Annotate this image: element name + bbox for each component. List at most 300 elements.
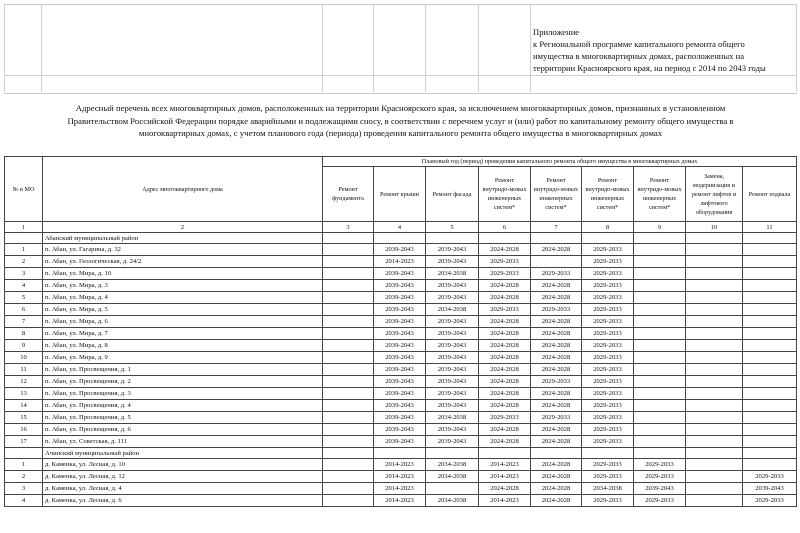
period-cell	[686, 268, 743, 280]
row-address: п. Абан, ул. Мира, д. 5	[43, 304, 323, 316]
period-cell: 2024-2028	[479, 340, 531, 352]
period-cell: 2034-2038	[582, 483, 634, 495]
table-row	[5, 304, 797, 316]
row-address: п. Абан, ул. Мира, д. 8	[43, 340, 323, 352]
period-cell: 2024-2028	[531, 495, 582, 507]
period-cell: 2029-2033	[582, 328, 634, 340]
period-cell	[743, 256, 797, 268]
period-cell	[323, 471, 374, 483]
period-cell: 2024-2028	[531, 292, 582, 304]
period-cell	[634, 436, 686, 448]
period-cell: 2029-2033	[582, 352, 634, 364]
period-cell	[323, 495, 374, 507]
period-cell: 2029-2033	[582, 471, 634, 483]
table-row	[5, 376, 797, 388]
period-cell	[743, 268, 797, 280]
period-cell	[634, 412, 686, 424]
row-address: п. Абан, ул. Мира, д. 10	[43, 268, 323, 280]
period-cell	[686, 388, 743, 400]
period-cell	[743, 388, 797, 400]
table-row	[5, 268, 797, 280]
row-address: п. Абан, ул. Гагарина, д. 32	[43, 244, 323, 256]
row-number: 16	[5, 424, 43, 436]
table-row	[5, 256, 797, 268]
period-cell	[686, 424, 743, 436]
period-cell: 2024-2028	[531, 316, 582, 328]
period-cell: 2029-2033	[582, 424, 634, 436]
period-cell	[743, 376, 797, 388]
period-cell: 2029-2033	[582, 304, 634, 316]
period-cell: 2039-2043	[374, 280, 426, 292]
table-row	[5, 316, 797, 328]
period-cell: 2039-2043	[374, 400, 426, 412]
district-cell	[426, 448, 479, 459]
row-address: п. Абан, ул. Мира, д. 4	[43, 292, 323, 304]
district-cell	[582, 448, 634, 459]
row-number: 9	[5, 340, 43, 352]
col-number: 6	[479, 222, 531, 233]
period-cell: 2039-2043	[374, 424, 426, 436]
period-cell	[686, 352, 743, 364]
col-header-systems-1: Ремонт внутридо-мовых инженерных систем*	[479, 167, 531, 222]
period-cell: 2014-2023	[479, 459, 531, 471]
period-cell	[686, 471, 743, 483]
period-cell: 2039-2043	[426, 316, 479, 328]
period-cell: 2024-2028	[531, 364, 582, 376]
period-cell: 2034-2038	[426, 495, 479, 507]
col-number: 4	[374, 222, 426, 233]
period-cell: 2029-2033	[582, 459, 634, 471]
col-header-address: Адрес многоквартирного дома	[43, 157, 323, 222]
col-number: 2	[43, 222, 323, 233]
appendix-line: к Региональной программе капитального ремонта общего	[533, 39, 745, 49]
period-cell: 2029-2033	[582, 268, 634, 280]
table-row	[5, 459, 797, 471]
period-cell	[686, 244, 743, 256]
address-register-table	[4, 156, 797, 507]
period-cell	[426, 483, 479, 495]
row-number: 13	[5, 388, 43, 400]
row-number: 11	[5, 364, 43, 376]
district-cell	[479, 233, 531, 244]
appendix-line: Приложение	[533, 27, 580, 37]
row-address: п. Абан, ул. Просвещения, д. 6	[43, 424, 323, 436]
period-cell	[686, 436, 743, 448]
period-cell	[686, 316, 743, 328]
period-cell: 2039-2043	[426, 280, 479, 292]
row-address: п. Абан, ул. Просвещения, д. 5	[43, 412, 323, 424]
period-cell: 2014-2023	[374, 471, 426, 483]
district-cell	[5, 233, 43, 244]
document-title	[4, 93, 797, 154]
period-cell: 2024-2028	[531, 436, 582, 448]
row-number: 15	[5, 412, 43, 424]
period-cell	[743, 400, 797, 412]
period-cell	[323, 376, 374, 388]
period-cell: 2039-2043	[426, 364, 479, 376]
table-row	[5, 364, 797, 376]
period-cell: 2029-2033	[531, 268, 582, 280]
table-body	[5, 233, 797, 507]
district-cell	[426, 233, 479, 244]
row-address: п. Абан, ул. Просвещения, д. 4	[43, 400, 323, 412]
period-cell	[323, 268, 374, 280]
period-cell	[634, 316, 686, 328]
row-number: 1	[5, 459, 43, 471]
period-cell: 2039-2043	[426, 376, 479, 388]
period-cell: 2029-2033	[582, 495, 634, 507]
period-cell	[686, 459, 743, 471]
row-address: п. Абан, ул. Мира, д. 7	[43, 328, 323, 340]
period-cell: 2024-2028	[531, 280, 582, 292]
table-row	[5, 400, 797, 412]
period-cell: 2039-2043	[426, 400, 479, 412]
row-address: п. Абан, ул. Мира, д. 3	[43, 280, 323, 292]
period-cell: 2024-2028	[479, 316, 531, 328]
district-cell	[374, 233, 426, 244]
period-cell: 2014-2023	[479, 471, 531, 483]
period-cell	[743, 328, 797, 340]
period-cell: 2029-2033	[479, 268, 531, 280]
period-cell: 2024-2028	[479, 424, 531, 436]
period-cell: 2014-2023	[374, 495, 426, 507]
period-cell	[743, 352, 797, 364]
period-cell: 2029-2033	[582, 292, 634, 304]
col-header-roof: Ремонт крыши	[374, 167, 426, 222]
col-number: 3	[323, 222, 374, 233]
row-address: п. Абан, ул. Геологическая, д. 24/2	[43, 256, 323, 268]
period-cell: 2039-2043	[426, 340, 479, 352]
title-line: Правительством Российской Федерации порядке аварийными и подлежащими сносу, в соответствии с перечнем услуг и (или) работ по капитальному ремонту общего имущества в	[67, 115, 734, 126]
period-cell: 2024-2028	[531, 388, 582, 400]
period-cell	[634, 280, 686, 292]
table-row	[5, 328, 797, 340]
period-cell: 2029-2033	[582, 244, 634, 256]
period-cell: 2039-2043	[374, 304, 426, 316]
plan-period-header: Плановый год (период) проведения капитального ремонта общего имущества в многоквартирных домах	[323, 157, 797, 167]
table-row	[5, 495, 797, 507]
appendix-line: имущества в многоквартирных домах, расположенных на	[533, 51, 745, 61]
district-name: Ачинский муниципальный район	[43, 448, 323, 459]
period-cell	[634, 424, 686, 436]
period-cell: 2039-2043	[634, 483, 686, 495]
col-number: 10	[686, 222, 743, 233]
period-cell: 2039-2043	[374, 328, 426, 340]
district-row	[5, 233, 797, 244]
period-cell: 2024-2028	[479, 280, 531, 292]
district-cell	[531, 448, 582, 459]
col-header-basement: Ремонт подвала	[743, 167, 797, 222]
period-cell: 2029-2033	[582, 400, 634, 412]
period-cell	[743, 316, 797, 328]
period-cell: 2029-2033	[634, 471, 686, 483]
district-row	[5, 448, 797, 459]
period-cell: 2039-2043	[374, 412, 426, 424]
row-number: 3	[5, 268, 43, 280]
period-cell: 2024-2028	[479, 244, 531, 256]
period-cell	[743, 364, 797, 376]
period-cell: 2029-2033	[531, 376, 582, 388]
period-cell: 2029-2033	[479, 412, 531, 424]
col-header-facade: Ремонт фасада	[426, 167, 479, 222]
period-cell: 2029-2033	[743, 471, 797, 483]
row-number: 2	[5, 471, 43, 483]
period-cell: 2014-2023	[479, 495, 531, 507]
row-address: п. Абан, ул. Просвещения, д. 1	[43, 364, 323, 376]
period-cell: 2029-2033	[479, 256, 531, 268]
period-cell: 2024-2028	[531, 328, 582, 340]
period-cell	[323, 244, 374, 256]
col-header-foundation: Ремонт фундамента	[323, 167, 374, 222]
period-cell	[743, 424, 797, 436]
row-number: 3	[5, 483, 43, 495]
district-cell	[531, 233, 582, 244]
row-number: 5	[5, 292, 43, 304]
period-cell: 2024-2028	[479, 436, 531, 448]
district-cell	[743, 448, 797, 459]
col-number: 1	[5, 222, 43, 233]
period-cell	[743, 292, 797, 304]
period-cell: 2039-2043	[374, 436, 426, 448]
period-cell: 2024-2028	[531, 244, 582, 256]
period-cell	[743, 340, 797, 352]
district-cell	[323, 448, 374, 459]
table-row	[5, 292, 797, 304]
col-header-elevators: Замена, модернизация и ремонт лифтов и лифтового оборудования	[686, 167, 743, 222]
period-cell: 2024-2028	[531, 424, 582, 436]
period-cell: 2039-2043	[426, 256, 479, 268]
appendix-note	[533, 26, 798, 74]
period-cell: 2029-2033	[582, 280, 634, 292]
period-cell: 2024-2028	[479, 376, 531, 388]
period-cell: 2029-2033	[582, 316, 634, 328]
period-cell	[323, 424, 374, 436]
row-number: 6	[5, 304, 43, 316]
col-number: 5	[426, 222, 479, 233]
period-cell	[323, 328, 374, 340]
period-cell: 2029-2033	[531, 304, 582, 316]
period-cell	[743, 280, 797, 292]
period-cell	[323, 340, 374, 352]
period-cell: 2029-2033	[582, 256, 634, 268]
period-cell	[531, 256, 582, 268]
period-cell: 2034-2038	[426, 304, 479, 316]
row-address: п. Абан, ул. Советская, д. 111	[43, 436, 323, 448]
period-cell: 2029-2033	[634, 495, 686, 507]
period-cell: 2029-2033	[582, 364, 634, 376]
period-cell	[323, 292, 374, 304]
period-cell: 2024-2028	[479, 352, 531, 364]
period-cell: 2029-2033	[479, 304, 531, 316]
period-cell: 2039-2043	[426, 424, 479, 436]
period-cell: 2024-2028	[479, 364, 531, 376]
period-cell	[323, 400, 374, 412]
period-cell	[323, 436, 374, 448]
period-cell	[323, 316, 374, 328]
period-cell: 2039-2043	[426, 352, 479, 364]
period-cell: 2014-2023	[374, 483, 426, 495]
row-number: 2	[5, 256, 43, 268]
row-number: 8	[5, 328, 43, 340]
period-cell	[634, 352, 686, 364]
col-header-systems-4: Ремонт внутридо-мовых инженерных систем*	[634, 167, 686, 222]
period-cell: 2029-2033	[582, 388, 634, 400]
period-cell	[323, 364, 374, 376]
period-cell: 2024-2028	[479, 388, 531, 400]
column-number-row	[5, 222, 797, 233]
period-cell: 2024-2028	[479, 400, 531, 412]
district-cell	[479, 448, 531, 459]
row-number: 10	[5, 352, 43, 364]
period-cell: 2034-2038	[426, 471, 479, 483]
period-cell: 2039-2043	[374, 292, 426, 304]
period-cell	[323, 483, 374, 495]
row-address: п. Абан, ул. Мира, д. 6	[43, 316, 323, 328]
col-number: 7	[531, 222, 582, 233]
col-header-number: № в МО	[5, 157, 43, 222]
period-cell	[686, 280, 743, 292]
period-cell: 2034-2038	[426, 268, 479, 280]
period-cell: 2024-2028	[531, 471, 582, 483]
period-cell: 2039-2043	[426, 244, 479, 256]
row-address: д. Каменка, ул. Лесная, д. 10	[43, 459, 323, 471]
table-row	[5, 388, 797, 400]
period-cell	[634, 328, 686, 340]
table-row	[5, 483, 797, 495]
period-cell	[743, 412, 797, 424]
period-cell	[323, 412, 374, 424]
table-row	[5, 471, 797, 483]
district-cell	[374, 448, 426, 459]
table-row	[5, 412, 797, 424]
district-cell	[323, 233, 374, 244]
period-cell: 2039-2043	[374, 376, 426, 388]
period-cell	[686, 412, 743, 424]
row-address: д. Каменка, ул. Лесная, д. 6	[43, 495, 323, 507]
district-cell	[582, 233, 634, 244]
period-cell: 2029-2033	[634, 459, 686, 471]
period-cell	[323, 352, 374, 364]
col-number: 8	[582, 222, 634, 233]
period-cell: 2029-2033	[582, 436, 634, 448]
row-number: 12	[5, 376, 43, 388]
district-cell	[686, 448, 743, 459]
period-cell	[743, 459, 797, 471]
col-number: 9	[634, 222, 686, 233]
period-cell	[686, 304, 743, 316]
district-name: Абанский муниципальный район	[43, 233, 323, 244]
col-number: 11	[743, 222, 797, 233]
period-cell: 2039-2043	[374, 352, 426, 364]
district-cell	[634, 233, 686, 244]
row-number: 17	[5, 436, 43, 448]
period-cell: 2039-2043	[426, 328, 479, 340]
period-cell: 2039-2043	[426, 292, 479, 304]
period-cell: 2024-2028	[531, 459, 582, 471]
period-cell: 2029-2033	[743, 495, 797, 507]
col-header-systems-2: Ремонт внутридо-мовых инженерных систем*	[531, 167, 582, 222]
table-row	[5, 352, 797, 364]
period-cell	[634, 256, 686, 268]
table-row	[5, 244, 797, 256]
period-cell: 2029-2033	[582, 340, 634, 352]
period-cell	[634, 364, 686, 376]
period-cell	[634, 304, 686, 316]
period-cell: 2024-2028	[531, 340, 582, 352]
period-cell	[634, 244, 686, 256]
period-cell	[686, 328, 743, 340]
period-cell: 2029-2033	[582, 376, 634, 388]
period-cell	[686, 495, 743, 507]
period-cell	[686, 400, 743, 412]
period-cell	[686, 376, 743, 388]
period-cell: 2024-2028	[531, 483, 582, 495]
period-cell: 2024-2028	[479, 328, 531, 340]
period-cell: 2039-2043	[426, 388, 479, 400]
table-row	[5, 280, 797, 292]
period-cell	[686, 340, 743, 352]
period-cell: 2039-2043	[374, 388, 426, 400]
period-cell: 2039-2043	[426, 436, 479, 448]
period-cell: 2024-2028	[479, 483, 531, 495]
period-cell: 2024-2028	[479, 292, 531, 304]
period-cell	[323, 304, 374, 316]
period-cell: 2024-2028	[531, 400, 582, 412]
row-number: 4	[5, 495, 43, 507]
appendix-line: территории Красноярского края, на период с 2014 по 2043 годы	[533, 63, 766, 73]
district-cell	[686, 233, 743, 244]
period-cell	[323, 256, 374, 268]
period-cell: 2029-2033	[582, 412, 634, 424]
period-cell: 2014-2023	[374, 256, 426, 268]
period-cell: 2029-2033	[531, 412, 582, 424]
period-cell: 2039-2043	[743, 483, 797, 495]
title-line: многоквартирных домах, с учетом планового года (периода) проведения капитального ремонта общего имущества в многоквартирных домах	[138, 128, 663, 138]
row-address: п. Абан, ул. Просвещения, д. 2	[43, 376, 323, 388]
table-row	[5, 436, 797, 448]
district-cell	[743, 233, 797, 244]
district-cell	[634, 448, 686, 459]
period-cell: 2014-2023	[374, 459, 426, 471]
period-cell: 2039-2043	[374, 364, 426, 376]
table-row	[5, 340, 797, 352]
title-line: Адресный перечень всех многоквартирных домов, расположенных на территории Красноярского края, за исключением многоквартирных домов, признанных в установленном	[75, 103, 726, 113]
table-row	[5, 424, 797, 436]
period-cell	[686, 256, 743, 268]
period-cell: 2039-2043	[374, 340, 426, 352]
row-number: 7	[5, 316, 43, 328]
period-cell	[686, 483, 743, 495]
row-number: 14	[5, 400, 43, 412]
period-cell	[323, 280, 374, 292]
row-address: д. Каменка, ул. Лесная, д. 4	[43, 483, 323, 495]
period-cell	[743, 304, 797, 316]
period-cell	[743, 436, 797, 448]
period-cell	[686, 364, 743, 376]
period-cell: 2034-2038	[426, 412, 479, 424]
col-header-systems-3: Ремонт внутридо-мовых инженерных систем*	[582, 167, 634, 222]
row-address: п. Абан, ул. Просвещения, д. 3	[43, 388, 323, 400]
period-cell: 2039-2043	[374, 244, 426, 256]
period-cell	[634, 388, 686, 400]
period-cell	[323, 459, 374, 471]
period-cell	[634, 292, 686, 304]
row-number: 1	[5, 244, 43, 256]
period-cell: 2034-2038	[426, 459, 479, 471]
period-cell: 2024-2028	[531, 352, 582, 364]
row-address: д. Каменка, ул. Лесная, д. 12	[43, 471, 323, 483]
period-cell	[323, 388, 374, 400]
